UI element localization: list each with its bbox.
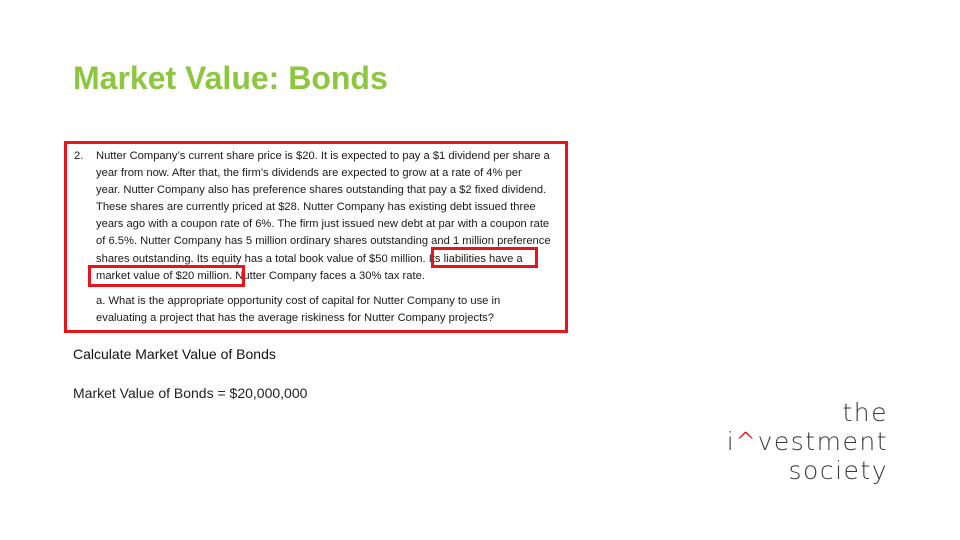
question-line	[74, 310, 551, 327]
problem-line-text: shares outstanding. Its equity has a total book value of $50 million. Its liabilities have a	[96, 252, 523, 265]
problem-line-text: of 6.5%. Nutter Company has 5 million ordinary shares outstanding and 1 million preference	[96, 235, 551, 248]
problem-line-text: year from now. After that, the firm’s dividends are expected to grow at a rate of 4% per	[96, 167, 522, 180]
logo-line-the: the	[842, 398, 888, 427]
problem-line-text: Nutter Company’s current share price is $20. It is expected to pay a $1 dividend per share a	[96, 150, 550, 162]
problem-line-text: years ago with a coupon rate of 6%. The firm just issued new debt at par with a coupon rate	[96, 218, 550, 231]
logo-line-society: society	[788, 456, 888, 485]
problem-line-text: year. Nutter Company also has preference shares outstanding that pay a $2 fixed dividend.	[96, 184, 547, 197]
problem-line-text: market value of $20 million. Nutter Company faces a 30% tax rate.	[96, 269, 425, 282]
liabilities-highlight-box	[431, 247, 538, 268]
problem-line	[74, 165, 551, 182]
the-investment-society-logo	[727, 398, 888, 485]
problem-line	[74, 182, 551, 199]
market-value-highlight-box	[88, 265, 245, 287]
problem-excerpt-box	[64, 141, 568, 333]
problem-text	[74, 148, 551, 327]
problem-line	[74, 199, 551, 216]
logo-line-investment	[727, 427, 888, 456]
section-subheading: Calculate Market Value of Bonds	[73, 346, 276, 362]
logo-i: i	[726, 427, 736, 456]
logo-accent-chevron: ^	[735, 427, 758, 456]
question-text: evaluating a project that has the average riskiness for Nutter Company projects?	[96, 311, 494, 324]
problem-line	[74, 148, 551, 165]
question-text: a. What is the appropriate opportunity cost of capital for Nutter Company to use in	[96, 294, 501, 307]
slide-title: Market Value: Bonds	[73, 60, 388, 96]
problem-line-text: These shares are currently priced at $28. Nutter Company has existing debt issued three	[96, 201, 536, 214]
market-value-result: Market Value of Bonds = $20,000,000	[73, 385, 308, 401]
problem-number: 2.	[74, 150, 84, 162]
logo-vestment: vestment	[757, 427, 888, 456]
question-line	[74, 293, 551, 310]
problem-line	[74, 216, 551, 233]
